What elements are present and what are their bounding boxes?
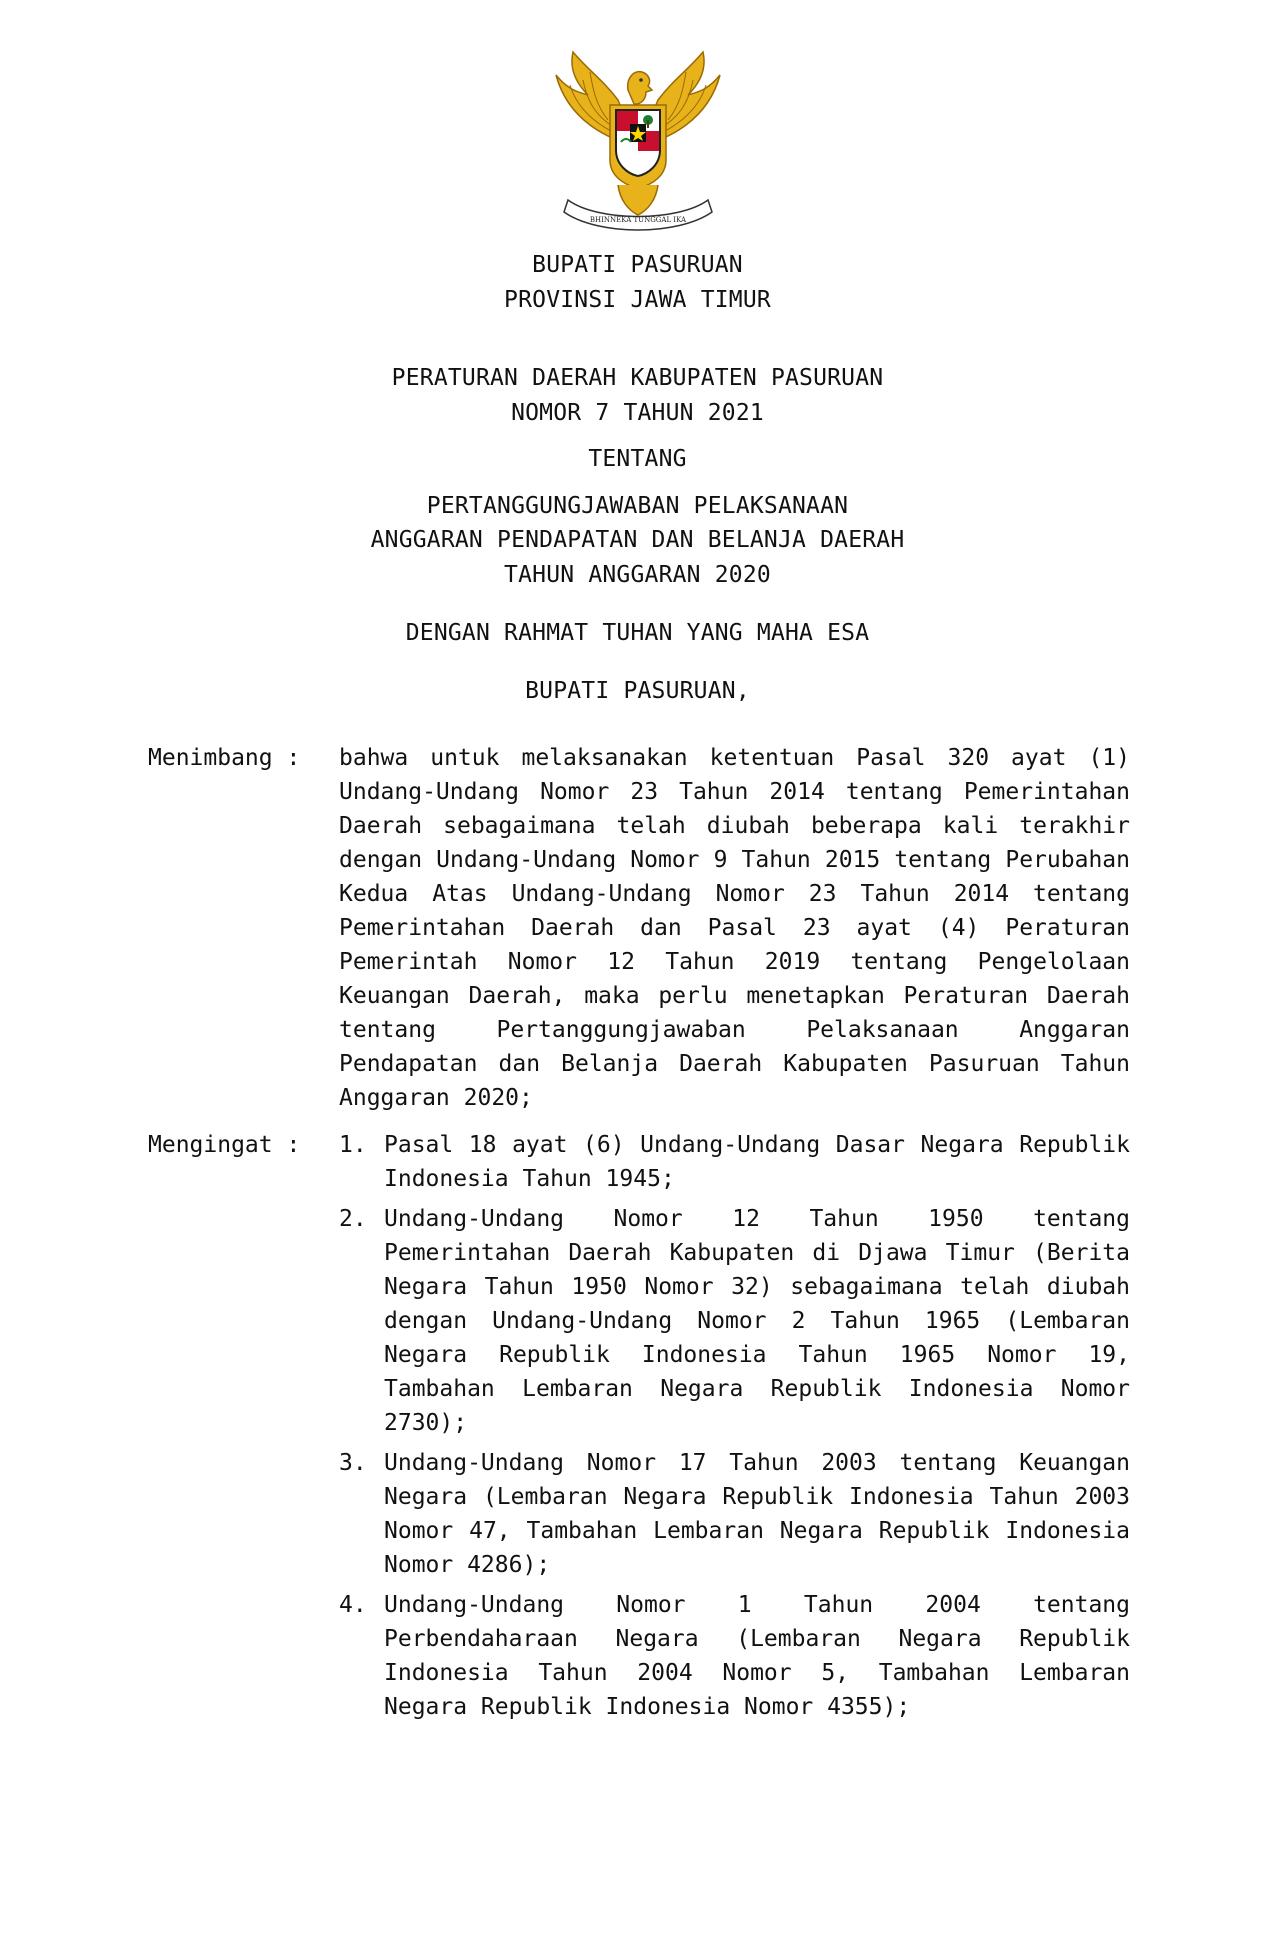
item-text: Undang-Undang Nomor 17 Tahun 2003 tentang Keuangan Negara (Lembaran Negara Republik Indonesia Tahun 2003 Nomor 47, Tambahan Lembaran Negara Republik Indonesia Nomor 4286); bbox=[384, 1450, 1130, 1578]
item-number: 4. bbox=[339, 1592, 367, 1618]
regulation-title: PERATURAN DAERAH KABUPATEN PASURUAN bbox=[391, 365, 884, 391]
issuer: BUPATI PASURUAN, bbox=[525, 678, 750, 704]
subject-line3: TAHUN ANGGARAN 2020 bbox=[504, 562, 771, 588]
item-number: 3. bbox=[339, 1450, 367, 1476]
invocation: DENGAN RAHMAT TUHAN YANG MAHA ESA bbox=[405, 620, 870, 646]
item-number: 2. bbox=[339, 1206, 367, 1232]
garuda-emblem bbox=[548, 50, 728, 240]
mengingat-item bbox=[339, 1588, 1130, 1724]
mengingat-item bbox=[339, 1202, 1130, 1440]
subject-line2: ANGGARAN PENDAPATAN DAN BELANJA DAERAH bbox=[370, 527, 905, 553]
authority-line2: PROVINSI JAWA TIMUR bbox=[504, 287, 771, 313]
item-text: Undang-Undang Nomor 12 Tahun 1950 tentang Pemerintahan Daerah Kabupaten di Djawa Timur (Berita Negara Tahun 1950 Nomor 32) sebagaimana telah diubah dengan Undang-Undang Nomor 2 Tahun 1965 (Lembaran Negara Republik Indonesia Tahun 1965 Nomor 19, Tambahan Lembaran Negara Republik Indonesia Nomor 2730); bbox=[384, 1206, 1130, 1436]
mengingat-label: Mengingat : bbox=[148, 1132, 301, 1158]
mengingat-item bbox=[339, 1128, 1130, 1196]
emblem-motto: BHINNEKA TUNGGAL IKA bbox=[589, 216, 687, 224]
regulation-number: NOMOR 7 TAHUN 2021 bbox=[511, 400, 764, 426]
tentang-heading: TENTANG bbox=[588, 446, 687, 472]
item-number: 1. bbox=[339, 1132, 367, 1158]
menimbang-text: bahwa untuk melaksanakan ketentuan Pasal 320 ayat (1) Undang-Undang Nomor 23 Tahun 2014 tentang Pemerintahan Daerah sebagaimana telah diubah beberapa kali terakhir dengan Undang-Undang Nomor 9 Tahun 2015 tentang Perubahan Kedua Atas Undang-Undang Nomor 23 Tahun 2014 tentang Pemerintahan Daerah dan Pasal 23 ayat (4) Peraturan Pemerintah Nomor 12 Tahun 2019 tentang Pengelolaan Keuangan Daerah, maka perlu menetapkan Peraturan Daerah tentang Pertanggungjawaban Pelaksanaan Anggaran Pendapatan dan Belanja Daerah Kabupaten Pasuruan Tahun Anggaran 2020; bbox=[339, 745, 1130, 1111]
subject-line1: PERTANGGUNGJAWABAN PELAKSANAAN bbox=[426, 493, 849, 519]
mengingat-item bbox=[339, 1446, 1130, 1582]
item-text: Pasal 18 ayat (6) Undang-Undang Dasar Negara Republik Indonesia Tahun 1945; bbox=[384, 1132, 1130, 1192]
menimbang-label: Menimbang : bbox=[148, 745, 301, 771]
item-text: Undang-Undang Nomor 1 Tahun 2004 tentang Perbendaharaan Negara (Lembaran Negara Republik Indonesia Tahun 2004 Nomor 5, Tambahan Lembaran Negara Republik Indonesia Nomor 4355); bbox=[384, 1592, 1130, 1720]
authority-line1: BUPATI PASURUAN bbox=[532, 252, 743, 278]
